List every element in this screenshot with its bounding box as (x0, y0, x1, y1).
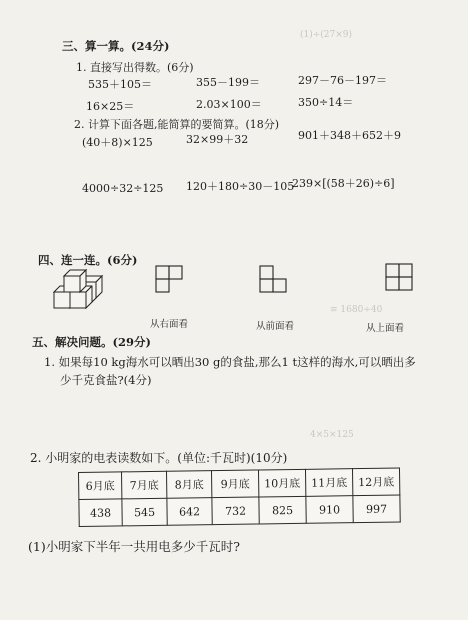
view-shape-c (384, 262, 416, 292)
section5-title: 五、解决问题。(29分) (32, 335, 151, 349)
table-header-cell: 6月底 (79, 472, 122, 500)
view-shape-b (258, 264, 290, 294)
section3-title: 三、算一算。(24分) (62, 39, 170, 53)
table-row (79, 495, 400, 526)
cube-stack-figure (50, 268, 114, 314)
table-header-cell: 12月底 (352, 468, 399, 496)
section5-q2-title: 2. 小明家的电表读数如下。(单位:千瓦时)(10分) (30, 451, 288, 465)
table-header-cell: 11月底 (305, 469, 352, 497)
table-cell: 825 (259, 496, 306, 524)
table-cell: 545 (122, 498, 167, 526)
section3-q1-title: 1. 直接写出得数。(6分) (76, 61, 194, 74)
worksheet-page: (1)÷(27×9) ≡ 1680÷40 4×5×125 三、算一算。(24分) 1. 直接写出得数。(6分) 535＋105＝ 355－199＝ 297－76－197＝ 16×25＝ 2.03×100＝ 350÷14＝ 2. 计算下面各题,能简算的要简算。(18分) (40＋8)×125 32×99＋32 901＋348＋652＋9 4000÷32÷125 120＋180÷30－105 239×[(58＋26)÷6] 四、连一连。(6分) 从右面看 从前面看 从上面看 五、解决问题。(29分) 1. 如果每10 kg海水可以晒出30 g的食盐,那么1 t这样的海水,可以晒出多 少千克食盐?(4分) 2. 小明家的电表读数如下。(单位:千瓦时)(10分) 6月底 7月底 8月底 9月底 10月底 11月底 12月底 438 545 642 732 825 910 997 (1)小明家下半年一共用电多少千瓦时? (28, 30, 416, 554)
table-header-cell: 8月底 (166, 471, 211, 499)
table-cell: 910 (306, 496, 353, 524)
mental-math-item: 2.03×100＝ (196, 98, 262, 111)
view-label-front: 从前面看 (256, 321, 295, 332)
calc-item: 32×99＋32 (186, 133, 249, 146)
mental-math-item: 355－199＝ (196, 76, 260, 89)
mental-math-item: 16×25＝ (86, 100, 135, 113)
table-cell: 642 (167, 498, 212, 526)
calc-item: 120＋180÷30－105 (186, 180, 295, 193)
table-cell: 997 (353, 495, 400, 523)
section5-q2-sub1: (1)小明家下半年一共用电多少千瓦时? (28, 539, 240, 554)
view-label-top: 从上面看 (366, 323, 405, 334)
meter-reading-table (78, 468, 401, 527)
table-header-cell: 7月底 (122, 471, 167, 499)
table-header-cell: 10月底 (258, 469, 305, 497)
table-header-cell: 9月底 (211, 470, 258, 498)
calc-item: (40＋8)×125 (82, 136, 153, 149)
section3-q2-title: 2. 计算下面各题,能简算的要简算。(18分) (74, 118, 280, 131)
table-cell: 438 (79, 499, 122, 527)
mental-math-item: 350÷14＝ (298, 96, 354, 109)
section5-q1-line1: 1. 如果每10 kg海水可以晒出30 g的食盐,那么1 t这样的海水,可以晒出多 (44, 355, 416, 369)
view-shape-a (154, 264, 186, 294)
mental-math-item: 297－76－197＝ (298, 74, 387, 87)
calc-item: 4000÷32÷125 (82, 182, 164, 195)
section5-q1-line2: 少千克食盐?(4分) (60, 373, 152, 387)
calc-item: 901＋348＋652＋9 (298, 129, 401, 142)
view-label-right: 从右面看 (150, 319, 189, 330)
calc-item: 239×[(58＋26)÷6] (292, 177, 395, 190)
mental-math-item: 535＋105＝ (88, 78, 152, 91)
table-cell: 732 (212, 497, 259, 525)
section4-title: 四、连一连。(6分) (38, 253, 138, 267)
